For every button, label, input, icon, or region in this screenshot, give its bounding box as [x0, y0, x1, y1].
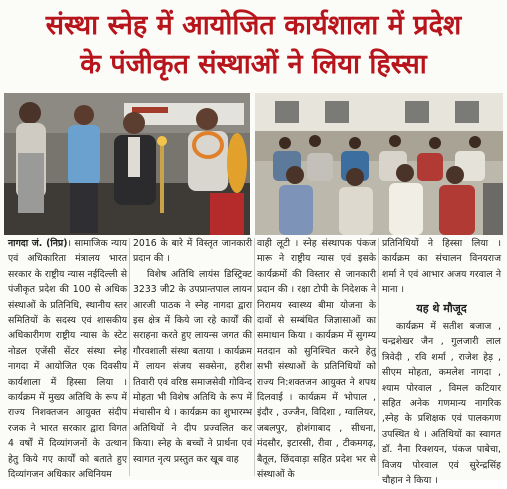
column-1-text: । सामाजिक न्याय एवं अधिकारिता मंत्रालय भारत सरकार के राष्ट्रीय न्यास नईदिल्ली से पंजीकृत प्रदेश की 100 से अधिक संस्थाओं के प्रतिनिधि, स्थानीय स्तर समितियों के सदस्य एवं शासकीय अधिकारीगण राष्ट्रीय न्यास के स्टेट नोडल एजेंसी सेंटर संस्था स्नेह नागदा में आयोजित एक दिवसीय कार्यशाला में हिस्सा लिया । कार्यक्रम में मुख्य अतिथि के रूप में राज्य निशक्तजन आयुक्त संदीप रजक ने भारत सरकार द्वारा विगत 4 वर्षों में दिव्यांगजनों के उत्थान हेतु किये गए कार्यों को बताते हुए दिव्यांगजन अधिकार अधिनियम: [8, 238, 127, 481]
dateline: नागदा जं. (निप्र): [8, 238, 68, 249]
article-column-1: [8, 236, 127, 480]
article-column-2: [133, 236, 252, 480]
column-rule-2: [254, 238, 255, 476]
column-rule-1: [129, 238, 130, 476]
column-4-text-2: कार्यक्रम में सतीश बजाज , चन्द्रशेखर जैन , गुलजारी लाल त्रिवेदी , रवि शर्मा , राजेश हेड़ , सीएम मोहता, कमलेश नागदा , श्याम पोरवाल , विमल कटियार सहित अनेक गणमान्य नागरिक ,स्नेह के प्रशिक्षक एवं पालकगण उपस्थित थे । अतिथियों का स्वागत डॉ. नैना रिक्शयन, पंकज पाबेचा, विजय पोरवाल एवं सुरेन्द्रसिंह चौहान ने किया ।: [382, 321, 501, 487]
audience-photo: [255, 93, 503, 235]
column-4-text-1: प्रतिनिधियों ने हिस्सा लिया । कार्यक्रम का संचालन विनयराज शर्मा ने एवं आभार अजय गरवाल ने माना ।: [382, 238, 501, 296]
stage-ceremony-photo: [4, 93, 250, 235]
column-2-text-1: 2016 के बारे में विस्तृत जानकारी प्रदान की ।: [133, 238, 252, 265]
column-rule-3: [378, 238, 379, 476]
article-column-3: [257, 236, 376, 480]
headline-line-1: संस्था स्नेह में आयोजित कार्यशाला में प्रदेश: [45, 10, 462, 41]
column-2-text-2: विशेष अतिथि लायंस डिस्ट्रिक्ट 3233 जी2 के उपप्रान्तपाल लायन आरजी पाठक ने स्नेह नागदा द्वारा इस क्षेत्र में किये जा रहे कार्यों की सराहना करते हुए लायन्स जगत की गौरवशाली संस्था बताया । कार्यक्रम में लायन संजय सक्सेना, हरीश तिवारी एवं वरिष्ठ समाजसेवी गोविन्द मोहता भी विशेष अतिथि के रूप में मंचासीन थे । कार्यक्रम का शुभारम्भ अतिथियों ने दीप प्रज्वलित कर किया। स्नेह के बच्चों ने प्रार्थना एवं स्वागत नृत्य प्रस्तुत कर खूब वाह: [133, 268, 252, 465]
subheading-present: यह थे मौजूद: [416, 301, 467, 315]
column-3-text: वाही लूटी । स्नेह संस्थापक पंकज मारू ने राष्ट्रीय न्यास एवं इसके कार्यक्रमों की विस्तार से जानकारी प्रदान की । रक्षा टोपी के निदेशक ने निरामय स्वास्थ्य बीमा योजना के दावों से सम्बंधित जिज्ञासाओं का समाधान किया । कार्यक्रम में सुगम्य मतदान को सुनिश्चित करने हेतु सभी संस्थाओं के प्रतिनिधियों को राज्य नि:शक्तजन आयुक्त ने शपथ दिलवाई । कार्यक्रम में भोपाल , इंदौर , उज्जैन, विदिशा , ग्वालियर, जबलपुर, होशंगाबाद , सीधना, मंदसौर, इटारसी, रीवा , टीकमगढ़, बैतूल, छिंदवाड़ा सहित प्रदेश भर से संस्थाओं के: [257, 238, 376, 481]
headline-line-2: के पंजीकृत संस्थाओं ने लिया हिस्सा: [80, 49, 427, 80]
article-column-4: [382, 236, 501, 487]
